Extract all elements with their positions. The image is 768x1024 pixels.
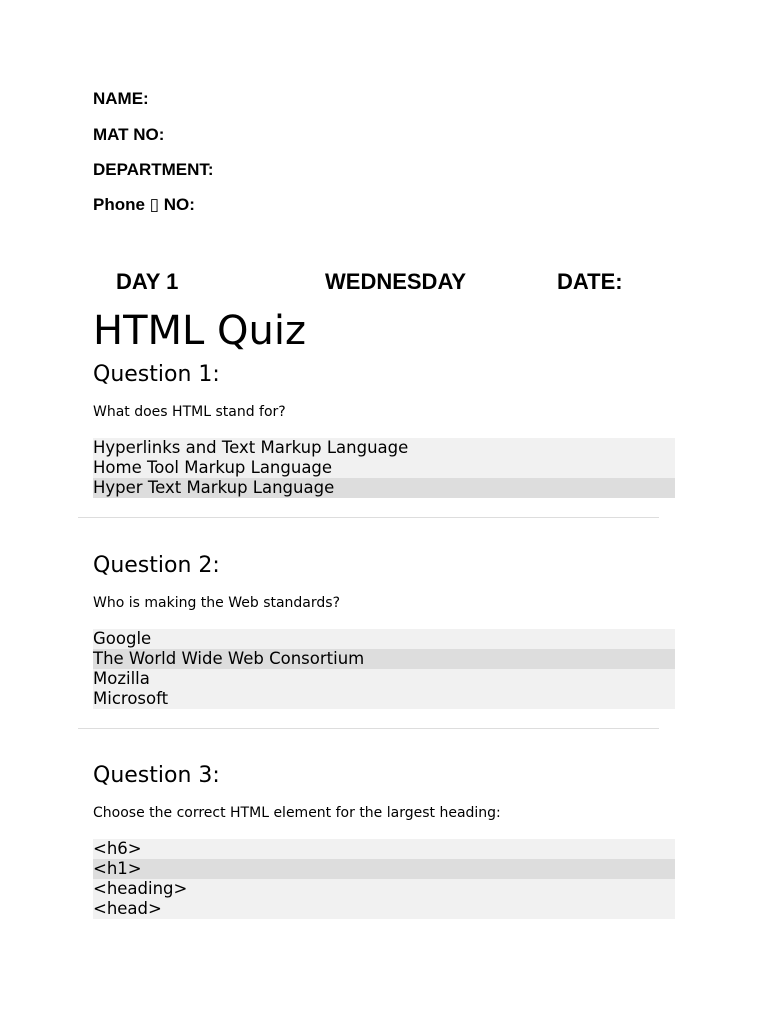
answer-option[interactable]: Mozilla [93, 669, 675, 689]
question-text: Choose the correct HTML element for the largest heading: [93, 805, 501, 821]
phone-no-label [93, 195, 195, 215]
question-2 [93, 552, 675, 709]
question-text: What does HTML stand for? [93, 404, 286, 420]
question-divider [78, 517, 659, 518]
department-label: DEPARTMENT: [93, 160, 214, 179]
question-1 [93, 361, 675, 498]
date-label: DATE: [557, 269, 623, 294]
answer-options [93, 629, 675, 709]
answer-option[interactable]: <h6> [93, 839, 675, 859]
question-heading: Question 1: [93, 362, 220, 387]
answer-option-selected[interactable]: Hyper Text Markup Language [93, 478, 675, 498]
question-3 [93, 762, 675, 919]
day-label: DAY 1 [116, 269, 179, 294]
missing-glyph-icon: ▯ [149, 195, 160, 215]
quiz-title: HTML Quiz [93, 308, 306, 354]
question-heading: Question 2: [93, 553, 220, 578]
question-heading: Question 3: [93, 763, 220, 788]
answer-options [93, 839, 675, 919]
answer-option-selected[interactable]: The World Wide Web Consortium [93, 649, 675, 669]
phone-label-suffix: NO: [159, 195, 195, 214]
name-label: NAME: [93, 89, 149, 108]
answer-option[interactable]: Microsoft [93, 689, 675, 709]
answer-option[interactable]: <heading> [93, 879, 675, 899]
answer-option[interactable]: Google [93, 629, 675, 649]
question-divider [78, 728, 659, 729]
answer-option-selected[interactable]: <h1> [93, 859, 675, 879]
phone-label-text: Phone [93, 195, 150, 214]
answer-options [93, 438, 675, 498]
answer-option[interactable]: Home Tool Markup Language [93, 458, 675, 478]
mat-no-label: MAT NO: [93, 125, 165, 144]
answer-option[interactable]: Hyperlinks and Text Markup Language [93, 438, 675, 458]
answer-option[interactable]: <head> [93, 899, 675, 919]
weekday-label: WEDNESDAY [325, 269, 466, 294]
question-text: Who is making the Web standards? [93, 595, 341, 611]
